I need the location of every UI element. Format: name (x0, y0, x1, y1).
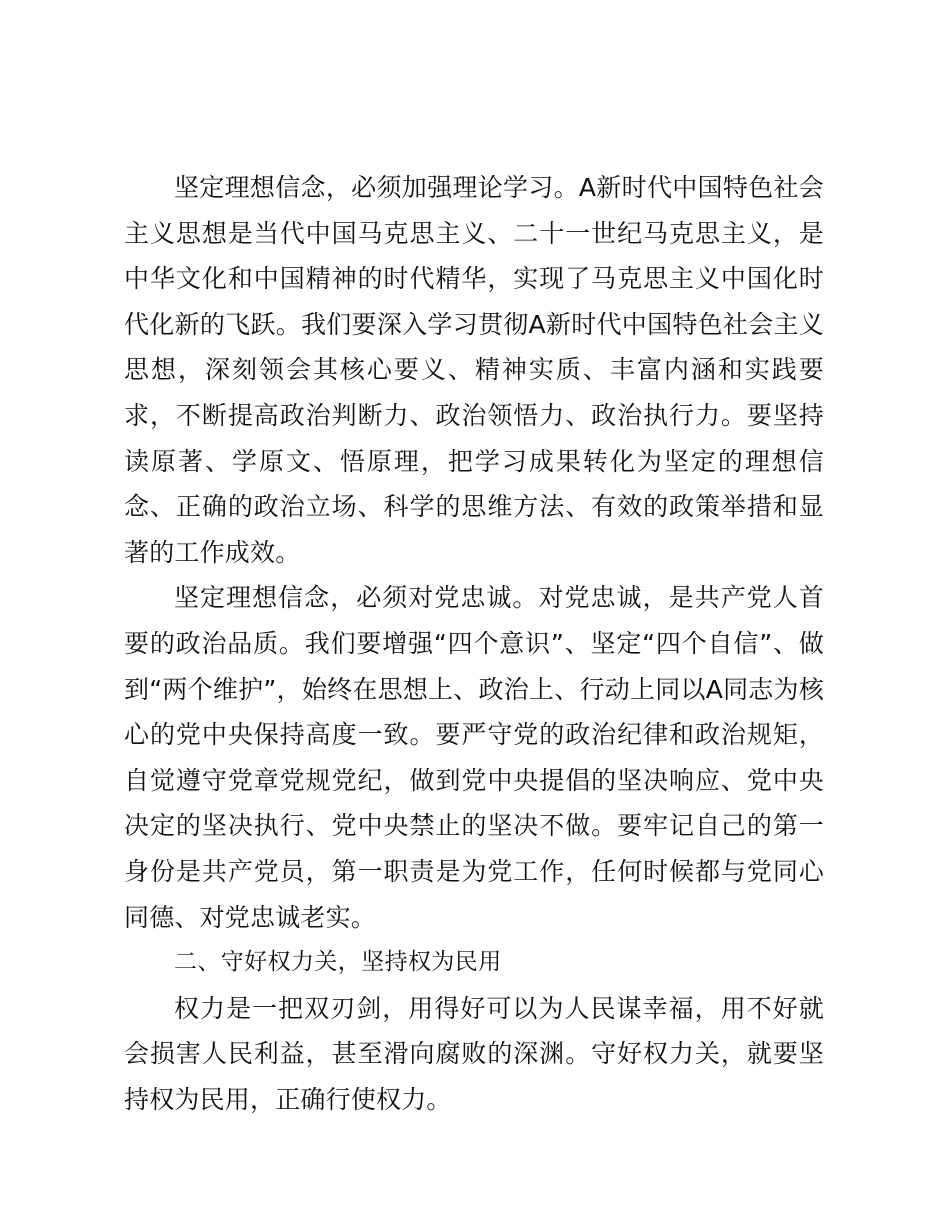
document-body (124, 165, 824, 1122)
paragraph-party-loyalty: 坚定理想信念，必须对党忠诚。对党忠诚，是共产党人首要的政治品质。我们要增强“四个意识”、坚定“四个自信”、做到“两个维护”，始终在思想上、政治上、行动上同以A同志为核心的党中央保持高度一致。要严守党的政治纪律和政治规矩，自觉遵守党章党规党纪，做到党中央提倡的坚决响应、党中央决定的坚决执行、党中央禁止的坚决不做。要牢记自己的第一身份是共产党员，第一职责是为党工作，任何时候都与党同心同德、对党忠诚老实。 (124, 583, 824, 932)
paragraph-theory-study: 坚定理想信念，必须加强理论学习。A新时代中国特色社会主义思想是当代中国马克思主义、二十一世纪马克思主义，是中华文化和中国精神的时代精华，实现了马克思主义中国化时代化新的飞跃。我们要深入学习贯彻A新时代中国特色社会主义思想，深刻领会其核心要义、精神实质、丰富内涵和实践要求，不断提高政治判断力、政治领悟力、政治执行力。要坚持读原著、学原文、悟原理，把学习成果转化为坚定的理想信念、正确的政治立场、科学的思维方法、有效的政策举措和显著的工作成效。 (124, 173, 824, 567)
section-heading: 二、守好权力关，坚持权为民用 (174, 949, 502, 976)
paragraph-power: 权力是一把双刃剑，用得好可以为人民谋幸福，用不好就会损害人民利益，甚至滑向腐败的深渊。守好权力关，就要坚持权为民用，正确行使权力。 (124, 993, 824, 1114)
